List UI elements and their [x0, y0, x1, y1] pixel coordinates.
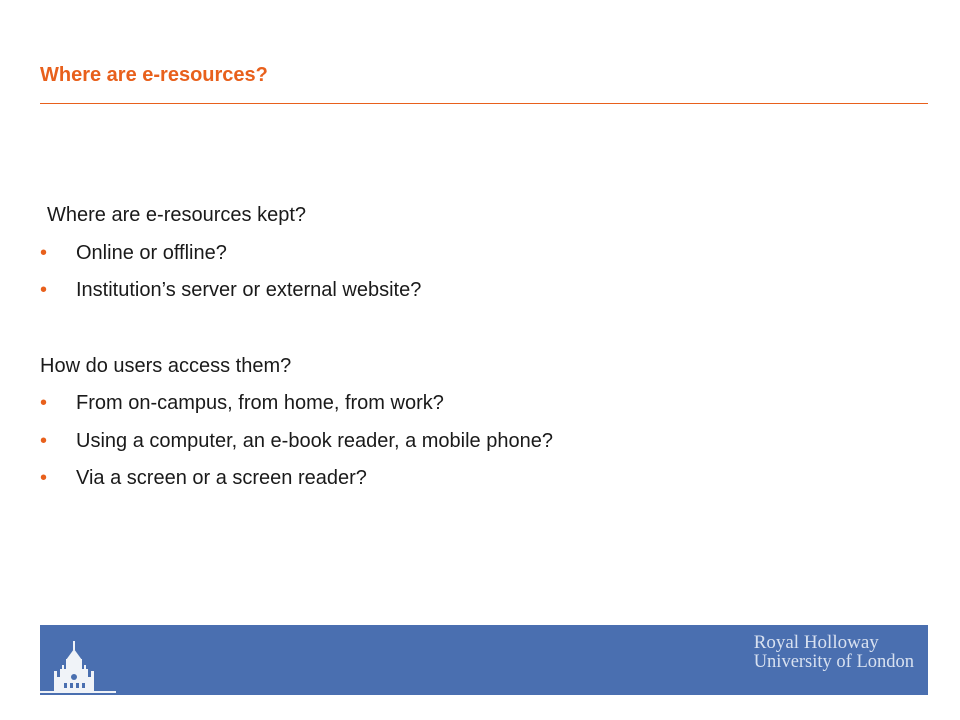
list-item-text: Via a screen or a screen reader? [76, 467, 367, 489]
logo-line-2: University of London [753, 651, 914, 672]
logo-line-1: Royal Holloway [753, 632, 879, 653]
university-logo [754, 633, 914, 672]
section-heading-access: How do users access them? [40, 354, 292, 377]
bullet-icon: • [40, 241, 48, 264]
list-item [40, 460, 553, 498]
section-heading-kept: Where are e-resources kept? [47, 204, 307, 226]
bullet-icon: • [40, 392, 48, 414]
footer-banner [40, 625, 928, 695]
slide-body [40, 197, 553, 498]
list-item-text: Using a computer, an e-book reader, a mobile phone? [76, 429, 553, 452]
slide-title: Where are e-resources? [40, 64, 268, 86]
list-item [40, 385, 553, 423]
list-item-text: Institution’s server or external website? [76, 279, 422, 301]
list-item-text: From on-campus, from home, from work? [76, 392, 444, 414]
title-divider [40, 103, 928, 104]
list-item-text: Online or offline? [76, 241, 227, 264]
list-item [40, 272, 553, 310]
bullet-icon: • [40, 279, 48, 301]
list-item [40, 235, 553, 273]
bullet-icon: • [40, 467, 48, 489]
list-item [40, 423, 553, 461]
bullet-icon: • [40, 429, 48, 452]
building-crest-icon [40, 625, 120, 695]
